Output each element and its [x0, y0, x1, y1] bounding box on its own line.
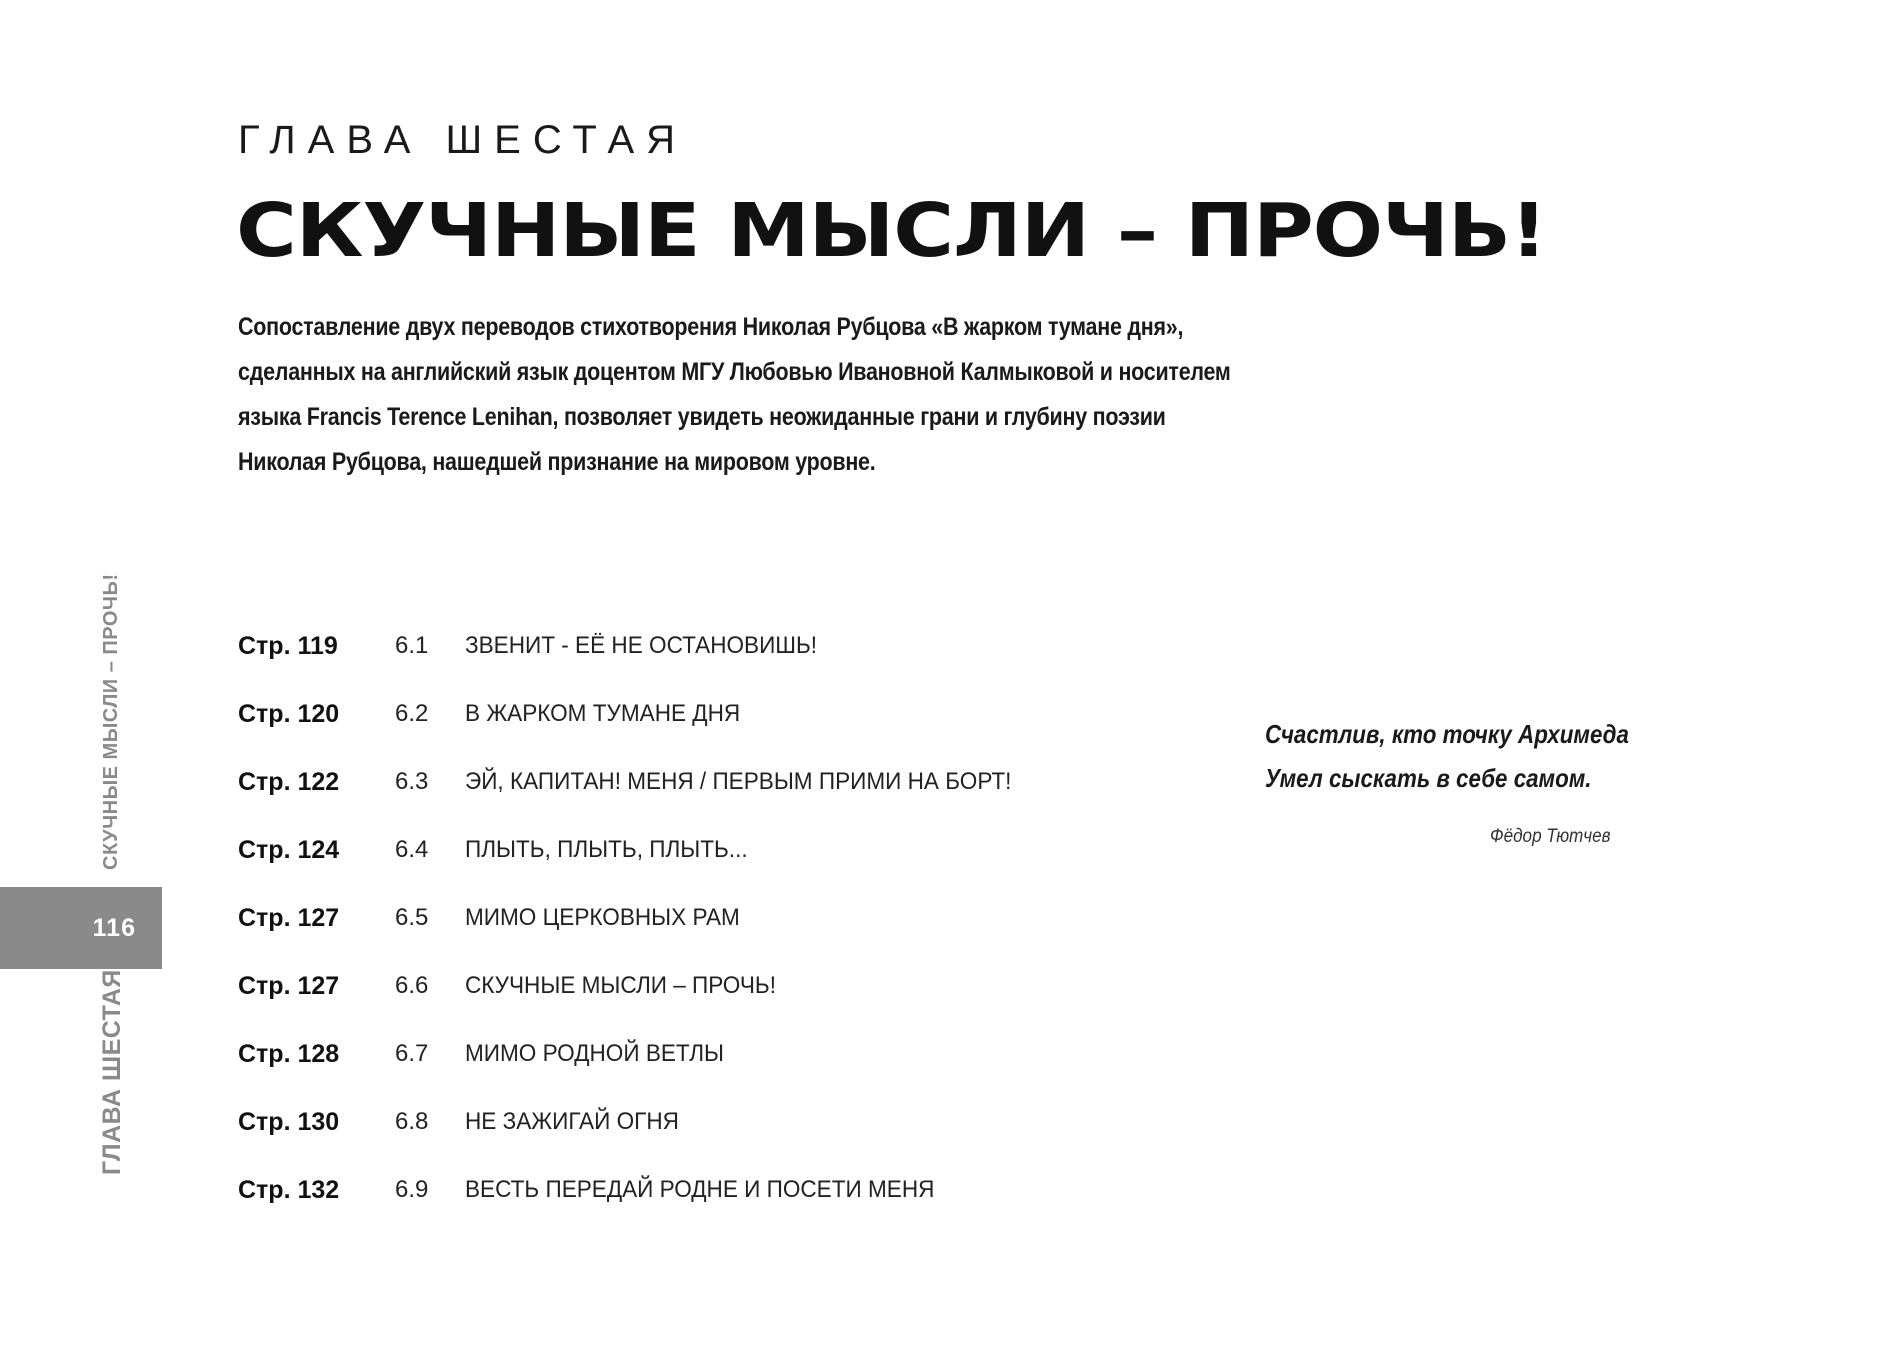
- toc-title: НЕ ЗАЖИГАЙ ОГНЯ: [465, 1108, 679, 1135]
- running-title-top-text: СКУЧНЫЕ МЫСЛИ – ПРОЧЬ!: [100, 573, 122, 870]
- toc-page: Стр. 127: [238, 971, 340, 1000]
- toc-row[interactable]: [238, 748, 1138, 816]
- toc-row[interactable]: [238, 680, 1138, 748]
- intro-line: языка Francis Terence Lenihan, позволяет увидеть неожиданные грани и глубину поэзии: [238, 403, 1166, 431]
- toc-number: 6.3: [395, 768, 429, 795]
- toc-number: 6.5: [395, 904, 429, 931]
- toc-title: В ЖАРКОМ ТУМАНЕ ДНЯ: [465, 700, 741, 727]
- toc-row[interactable]: [238, 1156, 1138, 1224]
- toc-page: Стр. 124: [238, 835, 340, 864]
- toc-page: Стр. 122: [238, 767, 340, 796]
- toc-page: Стр. 128: [238, 1039, 340, 1068]
- table-of-contents: [238, 612, 1138, 1224]
- toc-page: Стр. 119: [238, 631, 338, 660]
- intro-line: сделанных на английский язык доцентом МГУ Любовью Ивановной Калмыковой и носителем: [238, 358, 1231, 386]
- page-number: 116: [0, 887, 162, 969]
- epigraph: [1265, 712, 1685, 800]
- toc-title: ЗВЕНИТ - ЕЁ НЕ ОСТАНОВИШЬ!: [465, 632, 818, 659]
- toc-title: МИМО РОДНОЙ ВЕТЛЫ: [465, 1040, 724, 1067]
- intro-line: Николая Рубцова, нашедшей признание на мировом уровне.: [238, 448, 876, 476]
- toc-row[interactable]: [238, 612, 1138, 680]
- toc-number: 6.2: [395, 700, 429, 727]
- toc-title: МИМО ЦЕРКОВНЫХ РАМ: [465, 904, 740, 931]
- toc-page: Стр. 120: [238, 699, 340, 728]
- toc-page: Стр. 130: [238, 1107, 340, 1136]
- chapter-title: СКУЧНЫЕ МЫСЛИ – ПРОЧЬ!: [236, 188, 1547, 274]
- epigraph-line: Умел сыскать в себе самом.: [1265, 763, 1592, 793]
- toc-number: 6.7: [395, 1040, 429, 1067]
- toc-page: Стр. 127: [238, 903, 340, 932]
- epigraph-line: Счастлив, кто точку Архимеда: [1265, 719, 1629, 749]
- toc-row[interactable]: [238, 952, 1138, 1020]
- toc-number: 6.1: [395, 632, 429, 659]
- toc-row[interactable]: [238, 1020, 1138, 1088]
- toc-title: ЭЙ, КАПИТАН! МЕНЯ / ПЕРВЫМ ПРИМИ НА БОРТ!: [465, 768, 1012, 795]
- epigraph-author: Фёдор Тютчев: [1490, 826, 1611, 847]
- toc-row[interactable]: [238, 1088, 1138, 1156]
- running-title-bottom-text: ГЛАВА ШЕСТАЯ: [98, 969, 126, 1175]
- toc-title: ВЕСТЬ ПЕРЕДАЙ РОДНЕ И ПОСЕТИ МЕНЯ: [465, 1176, 935, 1203]
- chapter-label: ГЛАВА ШЕСТАЯ: [238, 118, 688, 162]
- toc-title: СКУЧНЫЕ МЫСЛИ – ПРОЧЬ!: [465, 972, 776, 999]
- toc-page: Стр. 132: [238, 1175, 340, 1204]
- toc-number: 6.4: [395, 836, 429, 863]
- intro-line: Сопоставление двух переводов стихотворения Николая Рубцова «В жарком тумане дня»,: [238, 313, 1184, 341]
- toc-row[interactable]: [238, 816, 1138, 884]
- toc-number: 6.8: [395, 1108, 429, 1135]
- toc-number: 6.9: [395, 1176, 429, 1203]
- intro-paragraph: [238, 305, 1358, 485]
- toc-number: 6.6: [395, 972, 429, 999]
- toc-row[interactable]: [238, 884, 1138, 952]
- toc-title: ПЛЫТЬ, ПЛЫТЬ, ПЛЫТЬ...: [465, 836, 748, 863]
